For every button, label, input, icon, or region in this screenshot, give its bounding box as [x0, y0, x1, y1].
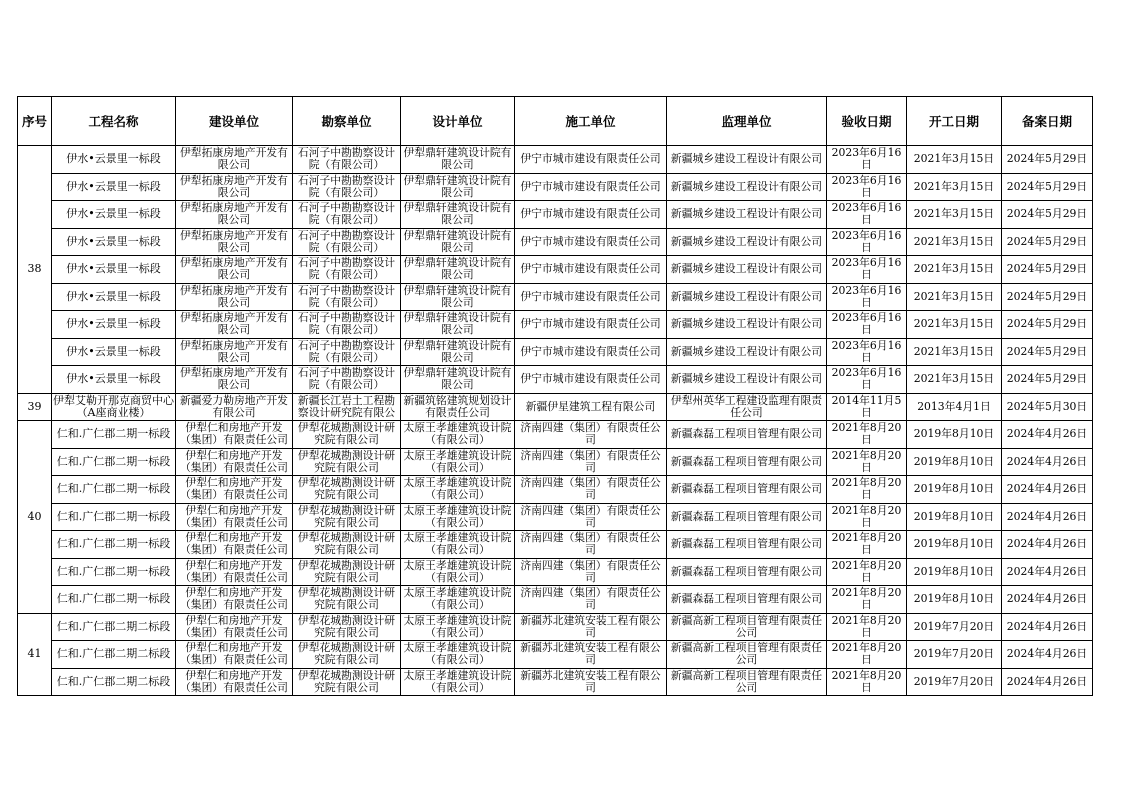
start-date-cell: 2021年3月15日: [907, 338, 1002, 366]
builder-cell: 伊犁仁和房地产开发（集团）有限责任公司: [176, 586, 293, 614]
header-builder: 建设单位: [176, 97, 293, 146]
table-row: [18, 311, 1093, 339]
start-date-cell: 2021年3月15日: [907, 173, 1002, 201]
builder-cell: 伊犁拓康房地产开发有限公司: [176, 228, 293, 256]
project-name-cell: 伊水•云景里一标段: [52, 146, 176, 174]
table-row: [18, 366, 1093, 394]
header-design-unit: 设计单位: [401, 97, 515, 146]
builder-cell: 伊犁拓康房地产开发有限公司: [176, 146, 293, 174]
header-survey-unit: 勘察单位: [293, 97, 401, 146]
table-row: [18, 476, 1093, 504]
supervision-unit-cell: 新疆森磊工程项目管理有限公司: [667, 558, 827, 586]
survey-unit-cell: 石河子中勘勘察设计院（有限公司）: [293, 256, 401, 284]
supervision-unit-cell: 新疆城乡建设工程设计有限公司: [667, 256, 827, 284]
survey-unit-cell: 石河子中勘勘察设计院（有限公司）: [293, 311, 401, 339]
design-unit-cell: 伊犁鼎轩建筑设计院有限公司: [401, 201, 515, 229]
acceptance-date-cell: 2023年6月16日: [827, 256, 907, 284]
builder-cell: 伊犁拓康房地产开发有限公司: [176, 338, 293, 366]
builder-cell: 伊犁仁和房地产开发（集团）有限责任公司: [176, 668, 293, 696]
acceptance-date-cell: 2021年8月20日: [827, 476, 907, 504]
filing-date-cell: 2024年5月30日: [1002, 393, 1093, 421]
filing-date-cell: 2024年5月29日: [1002, 256, 1093, 284]
seq-cell: 41: [18, 613, 52, 696]
survey-unit-cell: 伊犁花城勘测设计研究院有限公司: [293, 421, 401, 449]
header-start-date: 开工日期: [907, 97, 1002, 146]
filing-date-cell: 2024年5月29日: [1002, 366, 1093, 394]
survey-unit-cell: 石河子中勘勘察设计院（有限公司）: [293, 146, 401, 174]
start-date-cell: 2019年8月10日: [907, 421, 1002, 449]
filing-date-cell: 2024年4月26日: [1002, 586, 1093, 614]
builder-cell: 伊犁仁和房地产开发（集团）有限责任公司: [176, 531, 293, 559]
start-date-cell: 2019年7月20日: [907, 613, 1002, 641]
start-date-cell: 2019年7月20日: [907, 641, 1002, 669]
supervision-unit-cell: 新疆城乡建设工程设计有限公司: [667, 228, 827, 256]
project-name-cell: 仁和.广仁郡二期一标段: [52, 503, 176, 531]
table-row: [18, 146, 1093, 174]
design-unit-cell: 太原王孝雄建筑设计院（有限公司）: [401, 641, 515, 669]
project-name-cell: 仁和.广仁郡二期一标段: [52, 531, 176, 559]
table-row: [18, 613, 1093, 641]
acceptance-date-cell: 2021年8月20日: [827, 613, 907, 641]
start-date-cell: 2021年3月15日: [907, 201, 1002, 229]
acceptance-date-cell: 2021年8月20日: [827, 421, 907, 449]
survey-unit-cell: 石河子中勘勘察设计院（有限公司）: [293, 173, 401, 201]
acceptance-date-cell: 2021年8月20日: [827, 641, 907, 669]
seq-cell: 39: [18, 393, 52, 421]
construction-unit-cell: 新疆苏北建筑安装工程有限公司: [515, 641, 667, 669]
construction-unit-cell: 新疆苏北建筑安装工程有限公司: [515, 668, 667, 696]
design-unit-cell: 伊犁鼎轩建筑设计院有限公司: [401, 173, 515, 201]
table-body: [18, 146, 1093, 696]
design-unit-cell: 伊犁鼎轩建筑设计院有限公司: [401, 366, 515, 394]
filing-date-cell: 2024年5月29日: [1002, 311, 1093, 339]
project-name-cell: 仁和.广仁郡二期一标段: [52, 448, 176, 476]
builder-cell: 伊犁拓康房地产开发有限公司: [176, 256, 293, 284]
builder-cell: 伊犁拓康房地产开发有限公司: [176, 311, 293, 339]
supervision-unit-cell: 新疆城乡建设工程设计有限公司: [667, 173, 827, 201]
header-row: [18, 97, 1093, 146]
table-row: [18, 421, 1093, 449]
table-row: [18, 283, 1093, 311]
project-name-cell: 伊水•云景里一标段: [52, 366, 176, 394]
design-unit-cell: 伊犁鼎轩建筑设计院有限公司: [401, 311, 515, 339]
supervision-unit-cell: 新疆森磊工程项目管理有限公司: [667, 421, 827, 449]
design-unit-cell: 太原王孝雄建筑设计院（有限公司）: [401, 448, 515, 476]
design-unit-cell: 新疆筑铭建筑规划设计有限责任公司: [401, 393, 515, 421]
design-unit-cell: 伊犁鼎轩建筑设计院有限公司: [401, 146, 515, 174]
survey-unit-cell: 伊犁花城勘测设计研究院有限公司: [293, 531, 401, 559]
construction-unit-cell: 伊宁市城市建设有限责任公司: [515, 201, 667, 229]
acceptance-date-cell: 2014年11月5日: [827, 393, 907, 421]
survey-unit-cell: 石河子中勘勘察设计院（有限公司）: [293, 283, 401, 311]
design-unit-cell: 太原王孝雄建筑设计院（有限公司）: [401, 586, 515, 614]
design-unit-cell: 伊犁鼎轩建筑设计院有限公司: [401, 256, 515, 284]
filing-date-cell: 2024年5月29日: [1002, 283, 1093, 311]
builder-cell: 伊犁拓康房地产开发有限公司: [176, 173, 293, 201]
acceptance-date-cell: 2021年8月20日: [827, 668, 907, 696]
builder-cell: 伊犁仁和房地产开发（集团）有限责任公司: [176, 448, 293, 476]
construction-unit-cell: 济南四建（集团）有限责任公司: [515, 586, 667, 614]
supervision-unit-cell: 新疆城乡建设工程设计有限公司: [667, 201, 827, 229]
filing-date-cell: 2024年4月26日: [1002, 448, 1093, 476]
table-row: [18, 503, 1093, 531]
start-date-cell: 2019年8月10日: [907, 586, 1002, 614]
start-date-cell: 2019年7月20日: [907, 668, 1002, 696]
construction-unit-cell: 济南四建（集团）有限责任公司: [515, 476, 667, 504]
survey-unit-cell: 伊犁花城勘测设计研究院有限公司: [293, 641, 401, 669]
construction-unit-cell: 新疆伊星建筑工程有限公司: [515, 393, 667, 421]
table-row: [18, 448, 1093, 476]
construction-unit-cell: 伊宁市城市建设有限责任公司: [515, 173, 667, 201]
start-date-cell: 2021年3月15日: [907, 146, 1002, 174]
start-date-cell: 2021年3月15日: [907, 311, 1002, 339]
supervision-unit-cell: 新疆高新工程项目管理有限责任公司: [667, 668, 827, 696]
builder-cell: 伊犁仁和房地产开发（集团）有限责任公司: [176, 503, 293, 531]
start-date-cell: 2019年8月10日: [907, 503, 1002, 531]
construction-unit-cell: 伊宁市城市建设有限责任公司: [515, 366, 667, 394]
filing-date-cell: 2024年4月26日: [1002, 476, 1093, 504]
survey-unit-cell: 伊犁花城勘测设计研究院有限公司: [293, 448, 401, 476]
table-row: [18, 201, 1093, 229]
seq-cell: 40: [18, 421, 52, 614]
supervision-unit-cell: 新疆森磊工程项目管理有限公司: [667, 531, 827, 559]
supervision-unit-cell: 新疆森磊工程项目管理有限公司: [667, 476, 827, 504]
start-date-cell: 2019年8月10日: [907, 476, 1002, 504]
header-filing-date: 备案日期: [1002, 97, 1093, 146]
supervision-unit-cell: 新疆森磊工程项目管理有限公司: [667, 448, 827, 476]
start-date-cell: 2019年8月10日: [907, 531, 1002, 559]
builder-cell: 伊犁拓康房地产开发有限公司: [176, 283, 293, 311]
acceptance-date-cell: 2023年6月16日: [827, 228, 907, 256]
acceptance-date-cell: 2021年8月20日: [827, 503, 907, 531]
builder-cell: 伊犁仁和房地产开发（集团）有限责任公司: [176, 558, 293, 586]
survey-unit-cell: 石河子中勘勘察设计院（有限公司）: [293, 201, 401, 229]
construction-unit-cell: 济南四建（集团）有限责任公司: [515, 503, 667, 531]
construction-unit-cell: 新疆苏北建筑安装工程有限公司: [515, 613, 667, 641]
design-unit-cell: 太原王孝雄建筑设计院（有限公司）: [401, 476, 515, 504]
construction-unit-cell: 伊宁市城市建设有限责任公司: [515, 283, 667, 311]
seq-cell: 38: [18, 146, 52, 394]
start-date-cell: 2021年3月15日: [907, 228, 1002, 256]
supervision-unit-cell: 新疆城乡建设工程设计有限公司: [667, 311, 827, 339]
table-row: [18, 228, 1093, 256]
table-row: [18, 531, 1093, 559]
project-name-cell: 仁和.广仁郡二期二标段: [52, 613, 176, 641]
acceptance-date-cell: 2023年6月16日: [827, 146, 907, 174]
builder-cell: 伊犁仁和房地产开发（集团）有限责任公司: [176, 641, 293, 669]
project-name-cell: 仁和.广仁郡二期二标段: [52, 641, 176, 669]
start-date-cell: 2019年8月10日: [907, 558, 1002, 586]
supervision-unit-cell: 新疆城乡建设工程设计有限公司: [667, 338, 827, 366]
table-row: [18, 173, 1093, 201]
design-unit-cell: 伊犁鼎轩建筑设计院有限公司: [401, 283, 515, 311]
start-date-cell: 2021年3月15日: [907, 256, 1002, 284]
builder-cell: 伊犁仁和房地产开发（集团）有限责任公司: [176, 421, 293, 449]
table-row: [18, 641, 1093, 669]
start-date-cell: 2021年3月15日: [907, 366, 1002, 394]
construction-unit-cell: 济南四建（集团）有限责任公司: [515, 558, 667, 586]
project-name-cell: 仁和.广仁郡二期二标段: [52, 668, 176, 696]
project-name-cell: 伊犁艾勒开那克商贸中心（A座商业楼）: [53, 393, 174, 419]
filing-date-cell: 2024年5月29日: [1002, 228, 1093, 256]
table-row: [18, 668, 1093, 696]
acceptance-date-cell: 2021年8月20日: [827, 586, 907, 614]
acceptance-date-cell: 2023年6月16日: [827, 366, 907, 394]
builder-cell: 伊犁拓康房地产开发有限公司: [176, 366, 293, 394]
supervision-unit-cell: 新疆森磊工程项目管理有限公司: [667, 503, 827, 531]
project-name-cell: 伊水•云景里一标段: [52, 311, 176, 339]
acceptance-date-cell: 2023年6月16日: [827, 338, 907, 366]
project-name-cell: 伊水•云景里一标段: [52, 228, 176, 256]
builder-cell: 伊犁拓康房地产开发有限公司: [176, 201, 293, 229]
filing-date-cell: 2024年5月29日: [1002, 146, 1093, 174]
design-unit-cell: 伊犁鼎轩建筑设计院有限公司: [401, 228, 515, 256]
supervision-unit-cell: 新疆高新工程项目管理有限责任公司: [667, 641, 827, 669]
supervision-unit-cell: 新疆森磊工程项目管理有限公司: [667, 586, 827, 614]
project-name-cell: 伊水•云景里一标段: [52, 256, 176, 284]
start-date-cell: 2019年8月10日: [907, 448, 1002, 476]
header-acceptance-date: 验收日期: [827, 97, 907, 146]
header-seq: 序号: [18, 97, 52, 146]
table-row: [18, 338, 1093, 366]
acceptance-date-cell: 2021年8月20日: [827, 558, 907, 586]
filing-date-cell: 2024年4月26日: [1002, 613, 1093, 641]
supervision-unit-cell: 新疆城乡建设工程设计有限公司: [667, 366, 827, 394]
filing-date-cell: 2024年4月26日: [1002, 421, 1093, 449]
table-row: [18, 256, 1093, 284]
survey-unit-cell: 新疆长江岩土工程勘察设计研究院有限公: [293, 393, 401, 421]
survey-unit-cell: 伊犁花城勘测设计研究院有限公司: [293, 668, 401, 696]
project-name-cell: 仁和.广仁郡二期一标段: [52, 421, 176, 449]
filing-date-cell: 2024年5月29日: [1002, 201, 1093, 229]
start-date-cell: 2013年4月1日: [907, 393, 1002, 421]
construction-unit-cell: 伊宁市城市建设有限责任公司: [515, 146, 667, 174]
filing-date-cell: 2024年4月26日: [1002, 503, 1093, 531]
construction-unit-cell: 伊宁市城市建设有限责任公司: [515, 228, 667, 256]
record-table: [17, 96, 1093, 696]
acceptance-date-cell: 2021年8月20日: [827, 531, 907, 559]
construction-unit-cell: 伊宁市城市建设有限责任公司: [515, 338, 667, 366]
design-unit-cell: 太原王孝雄建筑设计院（有限公司）: [401, 668, 515, 696]
design-unit-cell: 太原王孝雄建筑设计院（有限公司）: [401, 558, 515, 586]
header-construction-unit: 施工单位: [515, 97, 667, 146]
construction-unit-cell: 伊宁市城市建设有限责任公司: [515, 256, 667, 284]
project-name-cell: 仁和.广仁郡二期一标段: [52, 586, 176, 614]
filing-date-cell: 2024年4月26日: [1002, 668, 1093, 696]
design-unit-cell: 太原王孝雄建筑设计院（有限公司）: [401, 421, 515, 449]
design-unit-cell: 太原王孝雄建筑设计院（有限公司）: [401, 613, 515, 641]
project-name-cell: 仁和.广仁郡二期一标段: [52, 558, 176, 586]
project-name-cell: 仁和.广仁郡二期一标段: [52, 476, 176, 504]
survey-unit-cell: 石河子中勘勘察设计院（有限公司）: [293, 366, 401, 394]
survey-unit-cell: 石河子中勘勘察设计院（有限公司）: [293, 228, 401, 256]
filing-date-cell: 2024年4月26日: [1002, 558, 1093, 586]
start-date-cell: 2021年3月15日: [907, 283, 1002, 311]
design-unit-cell: 太原王孝雄建筑设计院（有限公司）: [401, 503, 515, 531]
construction-unit-cell: 伊宁市城市建设有限责任公司: [515, 311, 667, 339]
survey-unit-cell: 伊犁花城勘测设计研究院有限公司: [293, 558, 401, 586]
construction-unit-cell: 济南四建（集团）有限责任公司: [515, 421, 667, 449]
project-name-cell: 伊水•云景里一标段: [52, 173, 176, 201]
acceptance-date-cell: 2023年6月16日: [827, 201, 907, 229]
builder-cell: 新疆爱力勒房地产开发有限公司: [176, 393, 293, 421]
builder-cell: 伊犁仁和房地产开发（集团）有限责任公司: [176, 476, 293, 504]
survey-unit-cell: 伊犁花城勘测设计研究院有限公司: [293, 503, 401, 531]
builder-cell: 伊犁仁和房地产开发（集团）有限责任公司: [176, 613, 293, 641]
supervision-unit-cell: 新疆城乡建设工程设计有限公司: [667, 283, 827, 311]
project-name-cell: 伊水•云景里一标段: [52, 201, 176, 229]
header-project-name: 工程名称: [52, 97, 176, 146]
design-unit-cell: 太原王孝雄建筑设计院（有限公司）: [401, 531, 515, 559]
supervision-unit-cell: 伊犁州英华工程建设监理有限责任公司: [667, 393, 827, 421]
filing-date-cell: 2024年4月26日: [1002, 531, 1093, 559]
supervision-unit-cell: 新疆高新工程项目管理有限责任公司: [667, 613, 827, 641]
acceptance-date-cell: 2023年6月16日: [827, 283, 907, 311]
supervision-unit-cell: 新疆城乡建设工程设计有限公司: [667, 146, 827, 174]
table-row: [18, 586, 1093, 614]
acceptance-date-cell: 2021年8月20日: [827, 448, 907, 476]
design-unit-cell: 伊犁鼎轩建筑设计院有限公司: [401, 338, 515, 366]
header-supervision-unit: 监理单位: [667, 97, 827, 146]
survey-unit-cell: 伊犁花城勘测设计研究院有限公司: [293, 586, 401, 614]
acceptance-date-cell: 2023年6月16日: [827, 173, 907, 201]
survey-unit-cell: 伊犁花城勘测设计研究院有限公司: [293, 613, 401, 641]
construction-unit-cell: 济南四建（集团）有限责任公司: [515, 531, 667, 559]
filing-date-cell: 2024年5月29日: [1002, 173, 1093, 201]
construction-unit-cell: 济南四建（集团）有限责任公司: [515, 448, 667, 476]
filing-date-cell: 2024年5月29日: [1002, 338, 1093, 366]
table-row: [18, 558, 1093, 586]
survey-unit-cell: 石河子中勘勘察设计院（有限公司）: [293, 338, 401, 366]
survey-unit-cell: 伊犁花城勘测设计研究院有限公司: [293, 476, 401, 504]
project-name-cell: 伊水•云景里一标段: [52, 283, 176, 311]
table-row: [18, 393, 1093, 421]
filing-date-cell: 2024年4月26日: [1002, 641, 1093, 669]
project-name-cell: 伊水•云景里一标段: [52, 338, 176, 366]
acceptance-date-cell: 2023年6月16日: [827, 311, 907, 339]
